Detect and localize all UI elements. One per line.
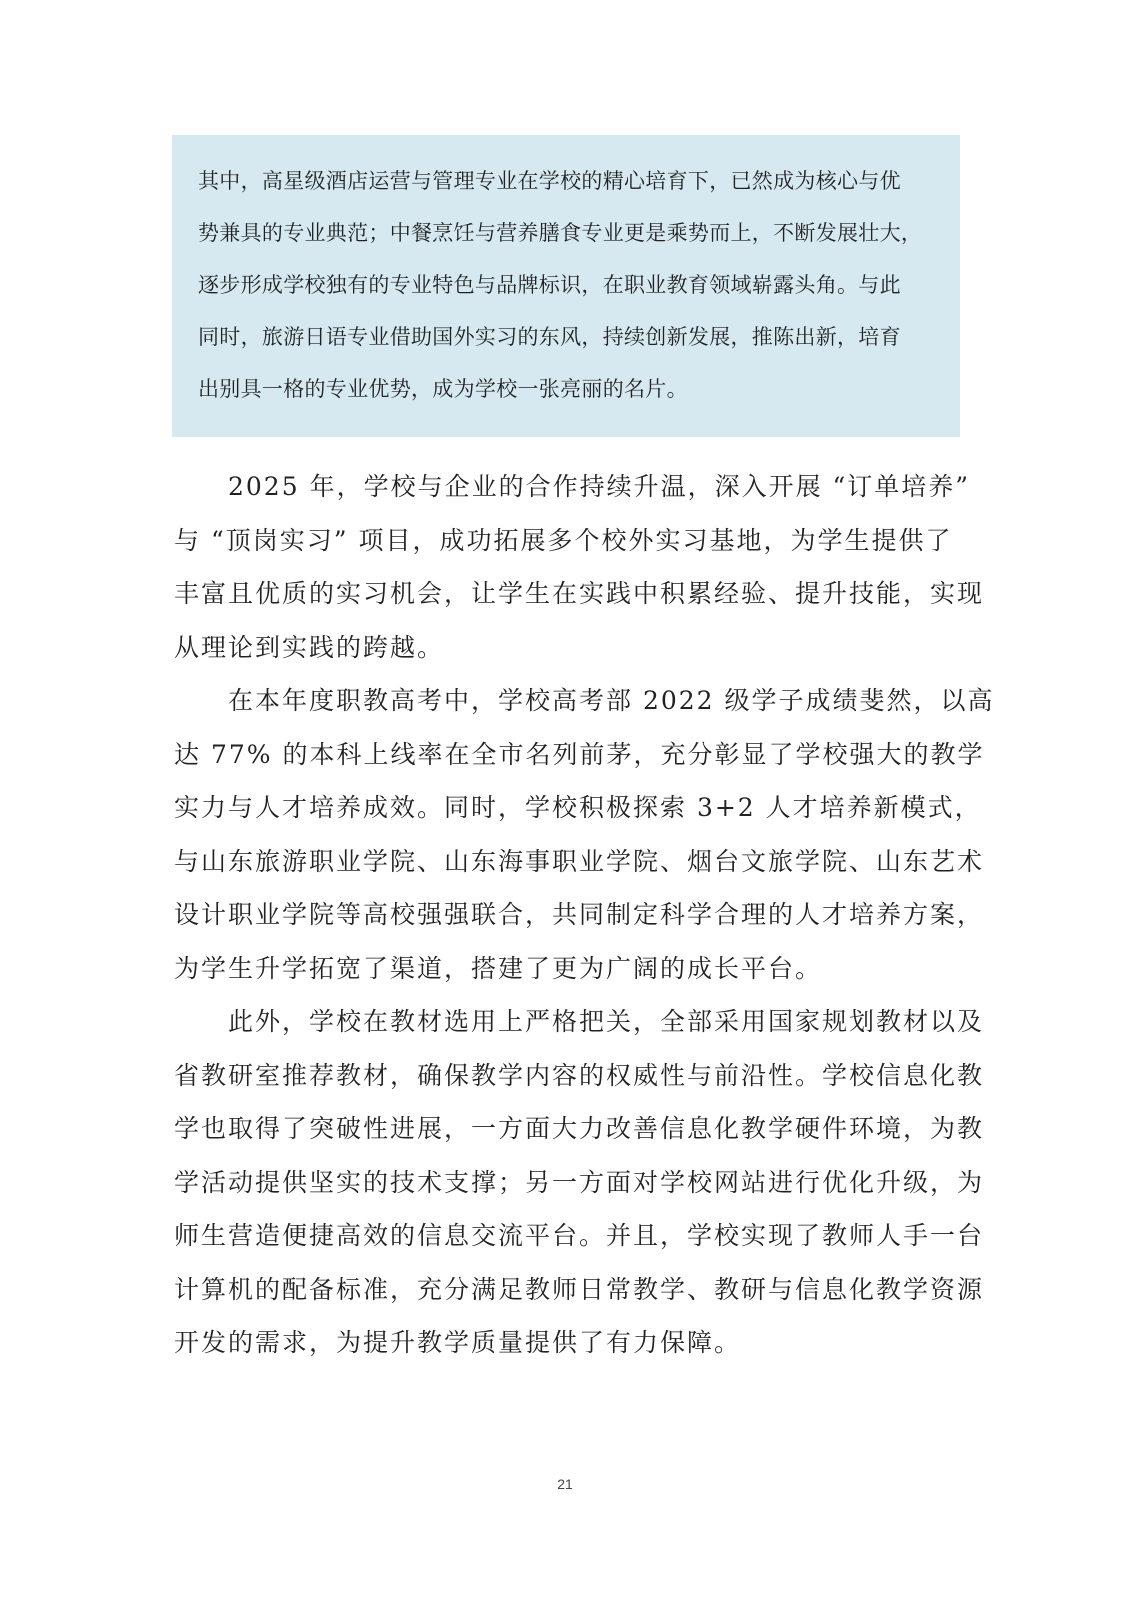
- paragraph-line: 在本年度职教高考中，学校高考部 2022 级学子成绩斐然，以高: [174, 686, 995, 715]
- paragraph-line: 设计职业学院等高校强强联合，共同制定科学合理的人才培养方案，: [174, 900, 985, 929]
- paragraph-line: 2025 年，学校与企业的合作持续升温，深入开展 “订单培养”: [174, 472, 971, 501]
- highlight-callout-box: [172, 135, 960, 437]
- page-number: 21: [557, 1476, 573, 1492]
- paragraph-line: 师生营造便捷高效的信息交流平台。并且，学校实现了教师人手一台: [174, 1221, 985, 1250]
- paragraph-line: 从理论到实践的跨越。: [174, 632, 445, 662]
- paragraph-college-exam: [174, 674, 995, 995]
- callout-line: 出别具一格的专业优势，成为学校一张亮丽的名片。: [198, 377, 688, 401]
- paragraph-line: 开发的需求，为提升教学质量提供了有力保障。: [174, 1328, 742, 1357]
- callout-line: 其中，高星级酒店运营与管理专业在学校的精心培育下，已然成为核心与优: [198, 169, 901, 193]
- paragraph-line: 与 “顶岗实习” 项目，成功拓展多个校外实习基地，为学生提供了: [174, 525, 953, 555]
- paragraph-textbooks-it: [174, 995, 985, 1370]
- paragraph-line: 丰富且优质的实习机会，让学生在实践中积累经验、提升技能，实现: [174, 579, 985, 608]
- callout-line: 势兼具的专业典范；中餐烹饪与营养膳食专业更是乘势而上，不断发展壮大，: [198, 221, 923, 245]
- body-text: [174, 460, 995, 1370]
- paragraph-line: 此外，学校在教材选用上严格把关，全部采用国家规划教材以及: [174, 1007, 985, 1036]
- paragraph-school-enterprise: [174, 460, 985, 674]
- paragraph-line: 达 77% 的本科上线率在全市名列前茅，充分彰显了学校强大的教学: [174, 739, 985, 769]
- callout-line: 同时，旅游日语专业借助国外实习的东风，持续创新发展，推陈出新，培育: [198, 325, 901, 349]
- paragraph-line: 实力与人才培养成效。同时，学校积极探索 3+2 人才培养新模式，: [174, 793, 982, 822]
- paragraph-line: 与山东旅游职业学院、山东海事职业学院、烟台文旅学院、山东艺术: [174, 846, 985, 876]
- paragraph-line: 计算机的配备标准，充分满足教师日常教学、教研与信息化教学资源: [174, 1274, 985, 1304]
- paragraph-line: 省教研室推荐教材，确保教学内容的权威性与前沿性。学校信息化教: [174, 1060, 985, 1090]
- paragraph-line: 学也取得了突破性进展，一方面大力改善信息化教学硬件环境，为教: [174, 1114, 985, 1143]
- paragraph-line: 为学生升学拓宽了渠道，搭建了更为广阔的成长平台。: [174, 953, 823, 983]
- paragraph-line: 学活动提供坚实的技术支撑；另一方面对学校网站进行优化升级，为: [174, 1167, 985, 1197]
- callout-line: 逐步形成学校独有的专业特色与品牌标识，在职业教育领域崭露头角。与此: [198, 273, 901, 297]
